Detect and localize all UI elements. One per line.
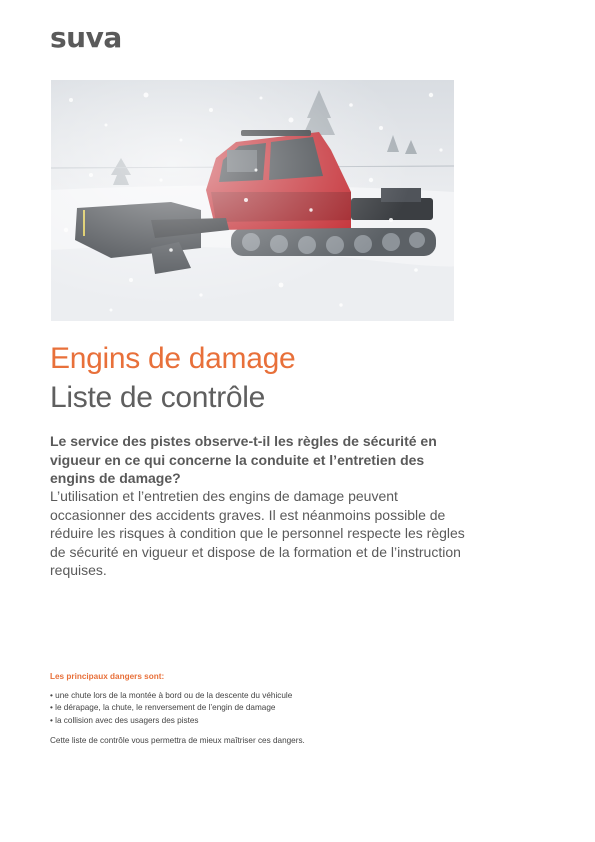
cover-photo <box>51 80 454 321</box>
dangers-list <box>50 690 292 727</box>
list-item: • le dérapage, la chute, le renversement de l’engin de damage <box>50 702 292 714</box>
list-item: • une chute lors de la montée à bord ou de la descente du véhicule <box>50 690 292 702</box>
closing-sentence: Cette liste de contrôle vous permettra de mieux maîtriser ces dangers. <box>50 736 305 745</box>
document-title: Engins de damage <box>50 342 296 375</box>
document-subtitle: Liste de contrôle <box>50 381 266 414</box>
snow-groomer-photo <box>51 80 454 321</box>
dangers-heading: Les principaux dangers sont: <box>50 672 165 681</box>
list-item: • la collision avec des usagers des pistes <box>50 715 292 727</box>
suva-logo: suva <box>50 21 122 54</box>
lead-question: Le service des pistes observe-t-il les règles de sécurité en vigueur en ce qui concerne la conduite et l’entretien des engins de damage? <box>50 433 437 487</box>
intro-paragraph: L’utilisation et l’entretien des engins de damage peuvent occasionner des accidents graves. Il est néanmoins possible de réduire les risques à condition que le personnel respecte les règles de sécurité en vigueur et dispose de la formation et de l’instruction requises. <box>50 488 465 579</box>
